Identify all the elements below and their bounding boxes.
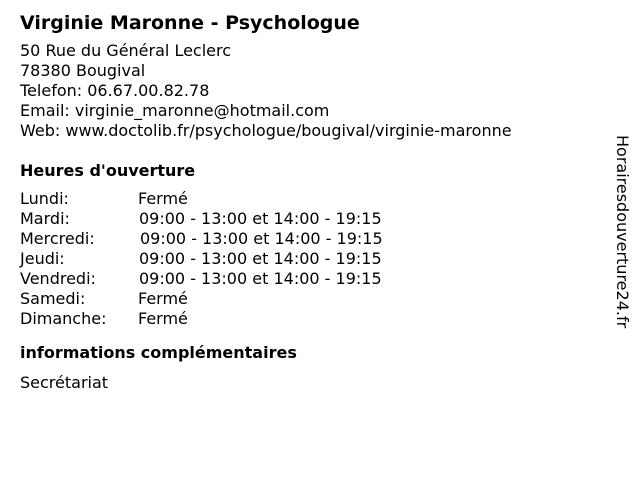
opening-hours-list: [20, 189, 605, 329]
day-hours: Fermé: [138, 289, 188, 308]
address-street: 50 Rue du Général Leclerc: [20, 41, 232, 60]
additional-info-heading: informations complémentaires: [20, 343, 297, 362]
day-hours: 09:00 - 13:00 et 14:00 - 19:15: [140, 229, 383, 248]
hours-row-mercredi: [20, 229, 605, 249]
day-label: Vendredi:: [20, 269, 96, 288]
day-hours: Fermé: [138, 309, 188, 328]
opening-hours-heading: Heures d'ouverture: [20, 161, 196, 180]
hours-row-vendredi: [20, 269, 605, 289]
business-card: [20, 8, 605, 393]
day-label: Lundi:: [20, 189, 69, 208]
website-line: Web: www.doctolib.fr/psychologue/bougival/virginie-maronne: [20, 121, 512, 140]
phone-line: Telefon: 06.67.00.82.78: [20, 81, 210, 100]
hours-row-lundi: [20, 189, 605, 209]
contact-block: [20, 41, 605, 141]
brand-watermark: [612, 135, 632, 370]
brand-text: Horairesdouverture24.fr: [613, 135, 632, 329]
day-hours: 09:00 - 13:00 et 14:00 - 19:15: [139, 249, 382, 268]
hours-row-mardi: [20, 209, 605, 229]
day-label: Jeudi:: [20, 249, 65, 268]
day-hours: 09:00 - 13:00 et 14:00 - 19:15: [139, 269, 382, 288]
hours-row-samedi: [20, 289, 605, 309]
page-title: Virginie Maronne - Psychologue: [20, 12, 360, 34]
address-city: 78380 Bougival: [20, 61, 146, 80]
hours-row-dimanche: [20, 309, 605, 329]
day-hours: Fermé: [138, 189, 188, 208]
hours-row-jeudi: [20, 249, 605, 269]
day-label: Mardi:: [20, 209, 70, 228]
day-label: Dimanche:: [20, 309, 107, 328]
email-line: Email: virginie_maronne@hotmail.com: [20, 101, 330, 120]
additional-info-text: Secrétariat: [20, 373, 109, 392]
day-label: Mercredi:: [20, 229, 95, 248]
day-label: Samedi:: [20, 289, 86, 308]
day-hours: 09:00 - 13:00 et 14:00 - 19:15: [139, 209, 382, 228]
